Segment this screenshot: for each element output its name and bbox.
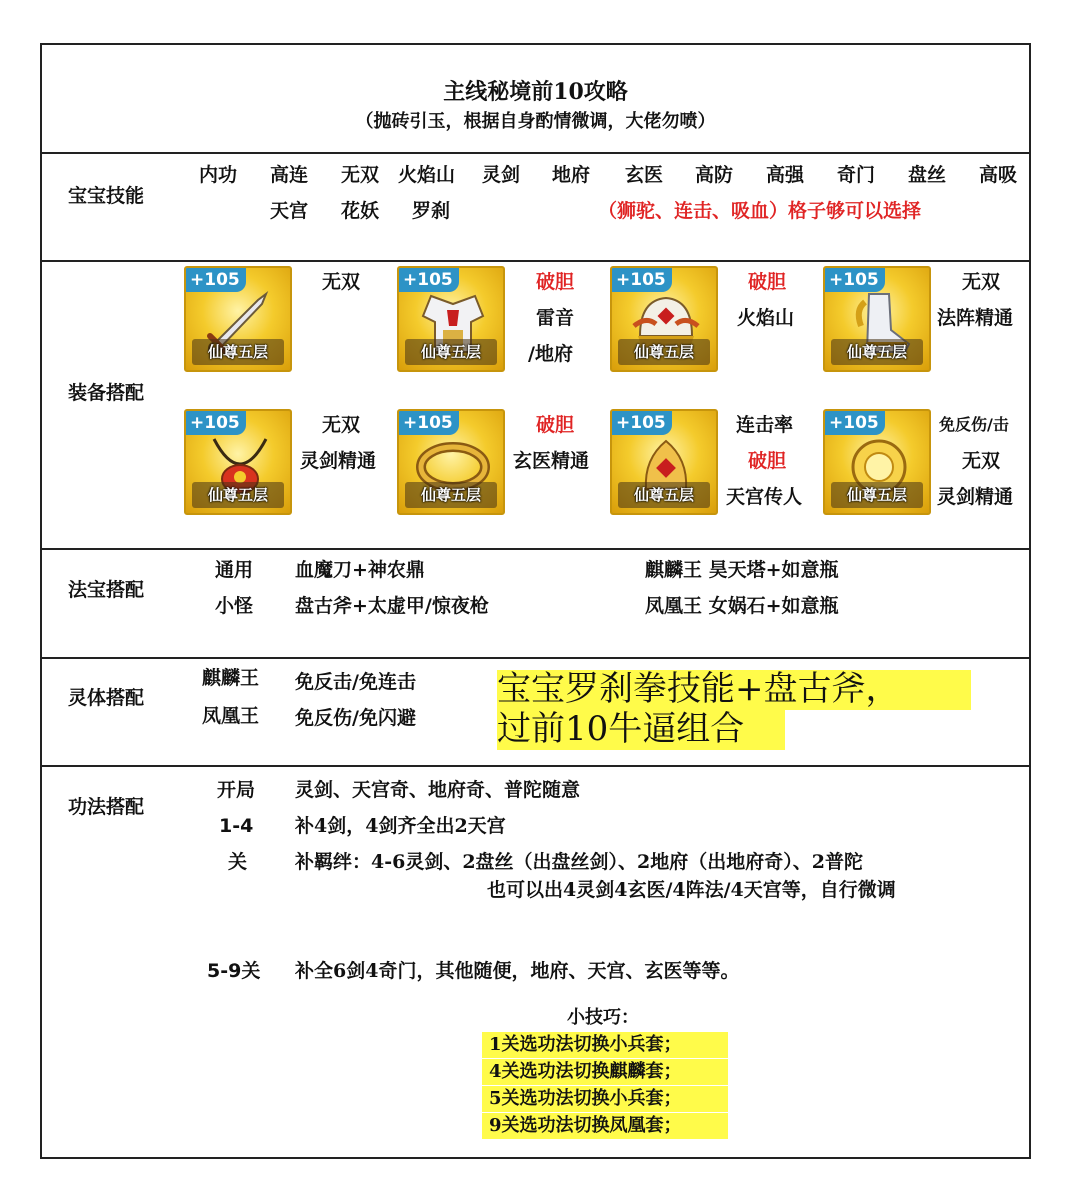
- skill-optional-note: （狮驼、连击、吸血）格子够可以选择: [598, 200, 922, 222]
- affix-text: 无双: [962, 271, 1001, 293]
- tier-label: 仙尊五层: [405, 482, 497, 508]
- skill-item: 奇门: [837, 164, 876, 186]
- affix-text: 雷音: [536, 307, 575, 329]
- skill-item: 高防: [695, 164, 734, 186]
- kungfu-value: 也可以出4灵剑4玄医/4阵法/4天宫等，自行微调: [487, 879, 896, 901]
- highlight-tip: 宝宝罗刹拳技能+盘古斧，: [497, 669, 900, 709]
- equipment-slot[interactable]: [184, 266, 292, 372]
- affix-text: 破胆: [536, 414, 575, 436]
- strategy-table: [40, 43, 1031, 1159]
- tip-item: 4关选功法切换麒麟套；: [489, 1061, 682, 1082]
- affix-text: 连击率: [736, 414, 794, 436]
- skill-item: 内功: [199, 164, 238, 186]
- affix-text: 灵剑精通: [300, 450, 377, 472]
- equipment-slot[interactable]: [397, 409, 505, 515]
- affix-text: 无双: [322, 414, 361, 436]
- skill-item: 无双: [341, 164, 380, 186]
- kungfu-key: 5-9关: [207, 960, 261, 982]
- kungfu-value: 灵剑、天宫奇、地府奇、普陀随意: [295, 779, 581, 801]
- kungfu-value: 补4剑，4剑齐全出2天宫: [295, 815, 506, 837]
- section-label-equipment: 装备搭配: [68, 382, 145, 404]
- equipment-slot[interactable]: [397, 266, 505, 372]
- spirit-key: 麒麟王: [202, 667, 260, 689]
- affix-text: 无双: [962, 450, 1001, 472]
- affix-text: 法阵精通: [937, 307, 1014, 329]
- divider: [42, 548, 1029, 550]
- treasure-boss: 麒麟王 昊天塔+如意瓶: [645, 559, 839, 581]
- affix-text: 破胆: [536, 271, 575, 293]
- tier-label: 仙尊五层: [831, 339, 923, 365]
- kungfu-key: 1-4: [219, 815, 254, 837]
- tip-item: 9关选功法切换凤凰套；: [489, 1115, 682, 1136]
- page-subtitle: （抛砖引玉，根据自身酌情微调，大佬勿喷）: [355, 111, 716, 132]
- skill-item: 天宫: [270, 200, 309, 222]
- level-badge: +105: [612, 411, 672, 435]
- kungfu-key: 开局: [217, 779, 256, 801]
- affix-text: 玄医精通: [513, 450, 590, 472]
- skill-item: 玄医: [625, 164, 664, 186]
- level-badge: +105: [825, 411, 885, 435]
- skill-item: 花妖: [341, 200, 380, 222]
- divider: [42, 657, 1029, 659]
- treasure-value: 血魔刀+神农鼎: [295, 559, 425, 581]
- equipment-slot[interactable]: [610, 409, 718, 515]
- level-badge: +105: [612, 268, 672, 292]
- divider: [42, 152, 1029, 154]
- divider: [42, 765, 1029, 767]
- section-label-spirit: 灵体搭配: [68, 687, 145, 709]
- affix-text: 无双: [322, 271, 361, 293]
- equipment-slot[interactable]: [823, 409, 931, 515]
- kungfu-value: 补羁绊：4-6灵剑、2盘丝（出盘丝剑）、2地府（出地府奇）、2普陀: [295, 851, 863, 873]
- level-badge: +105: [825, 268, 885, 292]
- affix-text: /地府: [528, 343, 573, 365]
- tier-label: 仙尊五层: [192, 339, 284, 365]
- treasure-value: 盘古斧+太虚甲/惊夜枪: [295, 595, 489, 617]
- skill-item: 地府: [552, 164, 591, 186]
- skill-item: 灵剑: [482, 164, 521, 186]
- level-badge: +105: [399, 268, 459, 292]
- treasure-key: 小怪: [215, 595, 254, 617]
- divider: [42, 260, 1029, 262]
- equipment-slot[interactable]: [610, 266, 718, 372]
- treasure-boss: 凤凰王 女娲石+如意瓶: [645, 595, 839, 617]
- kungfu-key: 关: [228, 851, 248, 873]
- spirit-value: 免反伤/免闪避: [295, 707, 416, 729]
- equipment-slot[interactable]: [823, 266, 931, 372]
- affix-text: 灵剑精通: [937, 486, 1014, 508]
- treasure-key: 通用: [215, 559, 254, 581]
- tips-title: 小技巧：: [567, 1007, 639, 1028]
- skill-item: 高连: [270, 164, 309, 186]
- tier-label: 仙尊五层: [192, 482, 284, 508]
- affix-text: 破胆: [748, 271, 787, 293]
- section-label-skills: 宝宝技能: [68, 185, 145, 207]
- affix-text: 免反伤/击: [939, 415, 1009, 434]
- skill-item: 罗刹: [412, 200, 451, 222]
- skill-item: 盘丝: [908, 164, 947, 186]
- affix-text: 破胆: [748, 450, 787, 472]
- spirit-key: 凤凰王: [202, 705, 260, 727]
- tip-item: 5关选功法切换小兵套；: [489, 1088, 682, 1109]
- level-badge: +105: [186, 411, 246, 435]
- spirit-value: 免反击/免连击: [295, 671, 416, 693]
- page-title: 主线秘境前10攻略: [443, 79, 628, 105]
- equipment-slot[interactable]: [184, 409, 292, 515]
- level-badge: +105: [186, 268, 246, 292]
- tier-label: 仙尊五层: [618, 482, 710, 508]
- section-label-treasure: 法宝搭配: [68, 579, 145, 601]
- affix-text: 火焰山: [737, 307, 795, 329]
- tip-item: 1关选功法切换小兵套；: [489, 1034, 682, 1055]
- tier-label: 仙尊五层: [831, 482, 923, 508]
- affix-text: 天宫传人: [726, 486, 803, 508]
- section-label-kungfu: 功法搭配: [68, 796, 145, 818]
- tier-label: 仙尊五层: [618, 339, 710, 365]
- skill-item: 高强: [766, 164, 805, 186]
- skill-item: 火焰山: [398, 164, 456, 186]
- skill-item: 高吸: [979, 164, 1018, 186]
- tier-label: 仙尊五层: [405, 339, 497, 365]
- kungfu-value: 补全6剑4奇门，其他随便，地府、天宫、玄医等等。: [295, 960, 740, 982]
- level-badge: +105: [399, 411, 459, 435]
- highlight-tip: 过前10牛逼组合: [497, 709, 745, 749]
